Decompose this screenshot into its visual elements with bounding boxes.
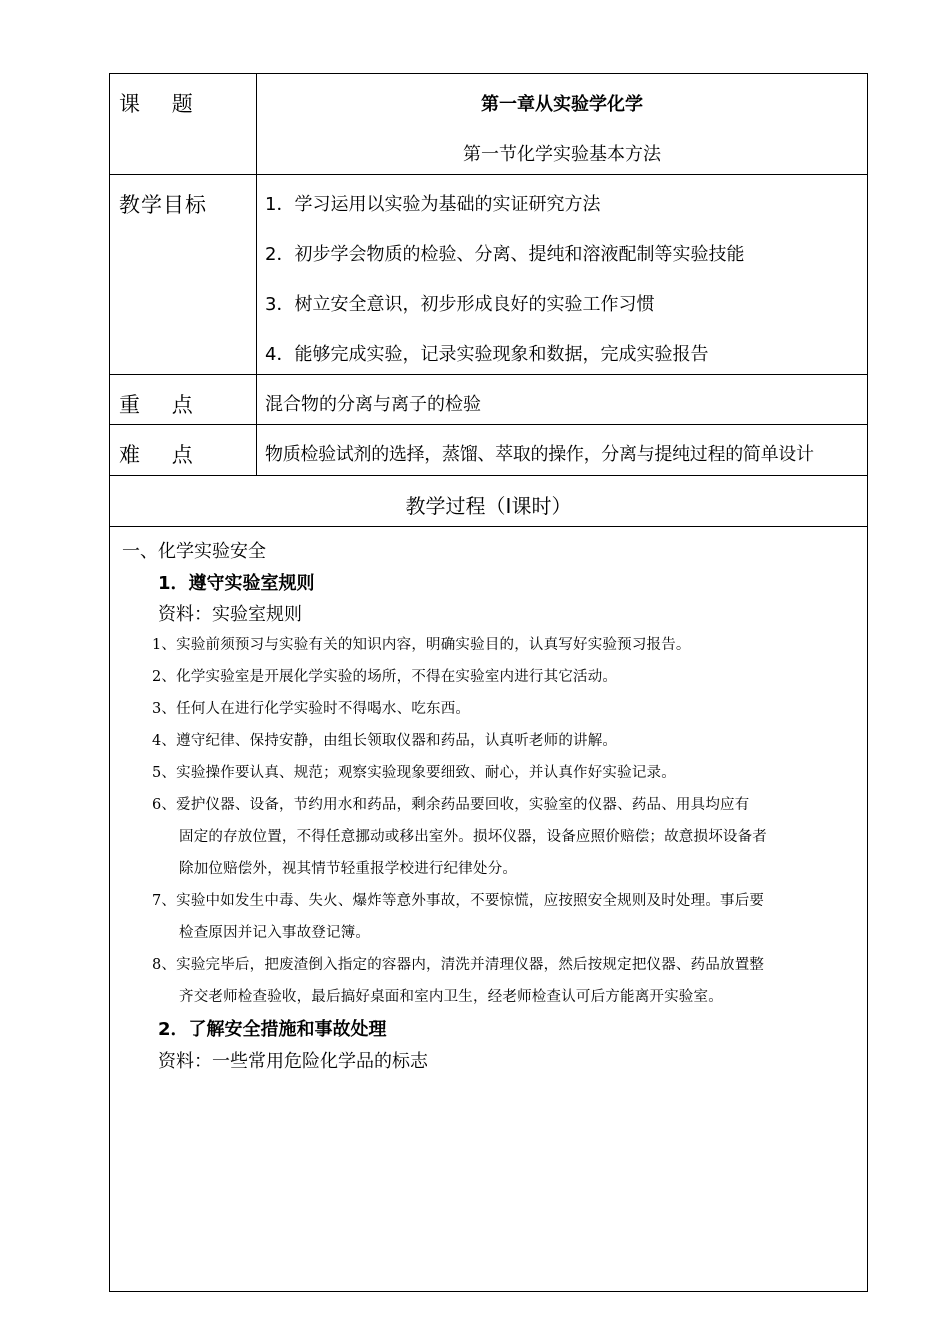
difficulty-text: 物质检验试剂的选择，蒸馏、萃取的操作，分离与提纯过程的简单设计 — [265, 444, 814, 465]
source-note: 资料：一些常用危险化学品的标志 — [158, 1051, 428, 1072]
objective-item: 1．学习运用以实验为基础的实证研究方法 — [265, 194, 601, 215]
key-point-label: 重 点 — [110, 375, 257, 424]
objective-item: 2．初步学会物质的检验、分离、提纯和溶液配制等实验技能 — [265, 244, 745, 265]
subsection-heading: 1．遵守实验室规则 — [158, 573, 315, 594]
source-note: 资料：实验室规则 — [158, 604, 302, 625]
key-point-cell — [257, 375, 867, 424]
difficulty-cell — [257, 425, 867, 475]
rule-item: 1、实验前须预习与实验有关的知识内容，明确实验目的，认真写好实验预习报告。 — [152, 637, 691, 653]
subsection-heading: 2．了解安全措施和事故处理 — [158, 1019, 387, 1040]
objectives-label: 教学目标 — [110, 175, 257, 374]
rule-item: 2、化学实验室是开展化学实验的场所，不得在实验室内进行其它活动。 — [152, 669, 618, 685]
rule-item: 4、遵守纪律、保持安静，由组长领取仪器和药品，认真听老师的讲解。 — [152, 733, 618, 749]
row-key-point — [110, 375, 867, 425]
row-objectives — [110, 175, 867, 375]
rule-item-continued: 检查原因并记入事故登记簿。 — [179, 925, 371, 941]
lesson-plan-table — [109, 73, 868, 1292]
rule-item: 3、任何人在进行化学实验时不得喝水、吃东西。 — [152, 701, 471, 717]
rule-item: 8、实验完毕后，把废渣倒入指定的容器内，清洗并清理仪器，然后按规定把仪器、药品放置整 — [152, 957, 765, 973]
row-difficulty — [110, 425, 867, 476]
rule-item: 6、爱护仪器、设备，节约用水和药品，剩余药品要回收，实验室的仪器、药品、用具均应有 — [152, 797, 750, 813]
process-body — [110, 527, 867, 1291]
difficulty-label: 难 点 — [110, 425, 257, 475]
objectives-cell — [257, 175, 867, 374]
rule-item-continued: 齐交老师检查验收，最后搞好桌面和室内卫生，经老师检查认可后方能离开实验室。 — [179, 989, 723, 1005]
rule-item-continued: 固定的存放位置，不得任意挪动或移出室外。损坏仪器，设备应照价赔偿；故意损坏设备者 — [179, 829, 767, 845]
topic-label: 课 题 — [110, 74, 257, 174]
process-title: 教学过程（I课时） — [405, 494, 572, 518]
objective-item: 3．树立安全意识，初步形成良好的实验工作习惯 — [265, 294, 655, 315]
rule-item: 7、实验中如发生中毒、失火、爆炸等意外事故，不要惊慌，应按照安全规则及时处理。事后要 — [152, 893, 765, 909]
rule-item-continued: 除加位赔偿外，视其情节轻重报学校进行纪律处分。 — [179, 861, 518, 877]
section-heading: 一、化学实验安全 — [122, 541, 266, 562]
chapter-title: 第一章从实验学化学 — [481, 94, 643, 115]
row-process-title — [110, 476, 867, 527]
section-title: 第一节化学实验基本方法 — [463, 144, 661, 165]
row-topic — [110, 74, 867, 175]
rule-item: 5、实验操作要认真、规范；观察实验现象要细致、耐心，并认真作好实验记录。 — [152, 765, 676, 781]
objective-item: 4．能够完成实验，记录实验现象和数据，完成实验报告 — [265, 344, 709, 365]
topic-cell — [257, 74, 867, 174]
key-point-text: 混合物的分离与离子的检验 — [265, 394, 481, 415]
